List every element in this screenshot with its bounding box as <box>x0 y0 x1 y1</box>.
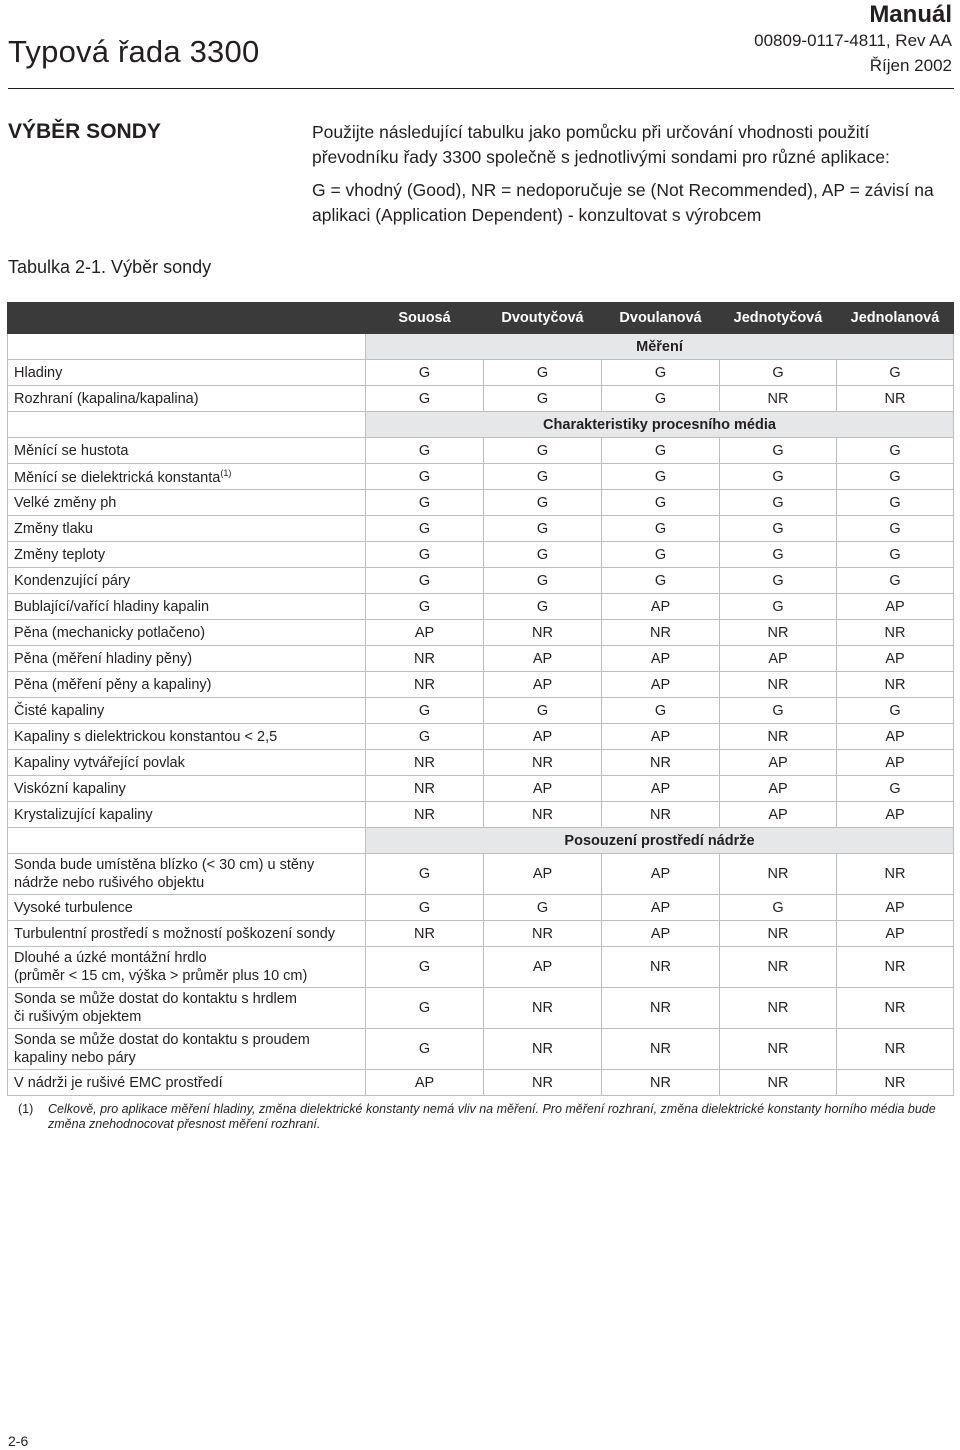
rating-cell: NR <box>366 776 484 802</box>
row-label <box>8 921 366 947</box>
rating-cell: G <box>837 698 954 724</box>
rating-cell: NR <box>602 802 720 828</box>
rating-cell: NR <box>602 750 720 776</box>
table-row <box>8 921 954 947</box>
row-label-text: Rozhraní (kapalina/kapalina) <box>14 390 199 407</box>
rating-cell: NR <box>720 1070 837 1096</box>
rating-cell: NR <box>837 1070 954 1096</box>
row-label-text: Sonda bude umístěna blízko (< 30 cm) u stěny <box>14 857 315 873</box>
row-label <box>8 988 366 1029</box>
rating-cell: NR <box>837 988 954 1029</box>
row-label-text: Čisté kapaliny <box>14 702 105 719</box>
group-title: Posouzení prostředí nádrže <box>366 828 954 854</box>
row-label <box>8 360 366 386</box>
row-label-text: Pěna (mechanicky potlačeno) <box>14 624 206 641</box>
rating-cell: NR <box>484 921 602 947</box>
row-label-text-line2: či rušivým objektem <box>14 1009 142 1025</box>
group-row-blank <box>8 828 366 854</box>
row-label <box>8 724 366 750</box>
table-header-blank <box>8 303 366 334</box>
rating-cell: AP <box>366 620 484 646</box>
row-label-text: Krystalizující kapaliny <box>14 806 153 823</box>
table-row <box>8 1070 954 1096</box>
rating-cell: G <box>837 776 954 802</box>
table-row <box>8 646 954 672</box>
table-caption: Tabulka 2-1. Výběr sondy <box>8 257 212 277</box>
rating-cell: G <box>837 516 954 542</box>
rating-cell: G <box>366 895 484 921</box>
table-row <box>8 360 954 386</box>
row-label-text-line2: nádrže nebo rušivého objektu <box>14 875 205 891</box>
rating-cell: AP <box>484 776 602 802</box>
rating-cell: NR <box>720 921 837 947</box>
group-row-blank <box>8 412 366 438</box>
rating-cell: NR <box>837 386 954 412</box>
rating-cell: G <box>602 464 720 490</box>
rating-cell: G <box>484 594 602 620</box>
row-label-text: Velké změny ph <box>14 494 117 511</box>
rating-cell: NR <box>484 1029 602 1070</box>
rating-cell: G <box>720 438 837 464</box>
row-label-text: Vysoké turbulence <box>14 899 133 916</box>
intro-text <box>312 120 952 236</box>
rating-cell: G <box>720 542 837 568</box>
row-label <box>8 1070 366 1096</box>
rating-cell: AP <box>720 750 837 776</box>
rating-cell: AP <box>837 750 954 776</box>
rating-cell: NR <box>484 1070 602 1096</box>
rating-cell: NR <box>602 1070 720 1096</box>
table-row <box>8 1029 954 1070</box>
rating-cell: G <box>837 438 954 464</box>
table-row <box>8 464 954 490</box>
rating-cell: G <box>837 490 954 516</box>
rating-cell: G <box>366 490 484 516</box>
row-label-text: Viskózní kapaliny <box>14 780 126 797</box>
rating-cell: AP <box>720 776 837 802</box>
rating-cell: G <box>720 464 837 490</box>
row-label-text: Měnící se hustota <box>14 442 129 459</box>
rating-cell: G <box>366 724 484 750</box>
row-label-text: V nádrži je rušivé EMC prostředí <box>14 1074 223 1091</box>
row-label <box>8 646 366 672</box>
rating-cell: G <box>484 464 602 490</box>
column-header: Souosá <box>366 303 484 334</box>
row-label <box>8 438 366 464</box>
row-label-text: Sonda se může dostat do kontaktu s hrdlem <box>14 991 297 1007</box>
rating-cell: AP <box>602 776 720 802</box>
rating-cell: NR <box>366 802 484 828</box>
table-row <box>8 568 954 594</box>
rating-cell: G <box>602 438 720 464</box>
table-row <box>8 490 954 516</box>
table-group-row <box>8 412 954 438</box>
rating-cell: AP <box>602 646 720 672</box>
rating-cell: G <box>366 698 484 724</box>
row-label-text: Dlouhé a úzké montážní hrdlo <box>14 950 207 966</box>
page-number: 2-6 <box>8 1433 29 1449</box>
rating-cell: AP <box>602 724 720 750</box>
rating-cell: AP <box>837 724 954 750</box>
rating-cell: AP <box>837 895 954 921</box>
row-label-text: Změny tlaku <box>14 520 93 537</box>
row-label <box>8 750 366 776</box>
group-row-blank <box>8 334 366 360</box>
rating-cell: G <box>602 542 720 568</box>
rating-cell: G <box>366 464 484 490</box>
table-row <box>8 947 954 988</box>
rating-cell: NR <box>720 620 837 646</box>
column-header: Dvoutyčová <box>484 303 602 334</box>
rating-cell: AP <box>837 646 954 672</box>
rating-cell: G <box>366 854 484 895</box>
row-label <box>8 568 366 594</box>
table-footnote <box>8 1102 948 1132</box>
footnote-reference: (1) <box>220 467 232 478</box>
row-label-text: Kondenzující páry <box>14 572 131 589</box>
rating-cell: NR <box>484 802 602 828</box>
row-label <box>8 854 366 895</box>
rating-cell: AP <box>837 594 954 620</box>
rating-cell: NR <box>602 947 720 988</box>
rating-cell: G <box>720 594 837 620</box>
row-label-text: Hladiny <box>14 364 63 381</box>
rating-cell: G <box>366 360 484 386</box>
rating-cell: NR <box>366 750 484 776</box>
rating-cell: G <box>366 542 484 568</box>
rating-cell: G <box>837 464 954 490</box>
rating-cell: AP <box>837 802 954 828</box>
rating-cell: AP <box>484 724 602 750</box>
rating-cell: AP <box>484 646 602 672</box>
table-row <box>8 542 954 568</box>
row-label <box>8 490 366 516</box>
rating-cell: G <box>602 568 720 594</box>
manual-label: Manuál <box>869 1 952 28</box>
row-label <box>8 464 366 490</box>
rating-cell: G <box>602 360 720 386</box>
rating-cell: NR <box>720 988 837 1029</box>
row-label-text-line2: kapaliny nebo páry <box>14 1050 136 1066</box>
rating-cell: NR <box>602 620 720 646</box>
row-label-text: Bublající/vařící hladiny kapalin <box>14 598 210 615</box>
footnote-mark: (1) <box>18 1102 34 1116</box>
rating-cell: AP <box>602 672 720 698</box>
rating-cell: AP <box>837 921 954 947</box>
rating-cell: NR <box>720 672 837 698</box>
intro-paragraph-2: G = vhodný (Good), NR = nedoporučuje se (Not Recommended), AP = závisí na aplikaci (Application Dependent) - konzultovat s výrobcem <box>312 180 934 225</box>
rating-cell: G <box>720 490 837 516</box>
table-row <box>8 724 954 750</box>
table-row <box>8 988 954 1029</box>
table-group-row <box>8 828 954 854</box>
intro-paragraph-1: Použijte následující tabulku jako pomůcku při určování vhodnosti použití převodníku řady 3300 společně s jednotlivými sondami pro různé aplikace: <box>312 122 890 167</box>
group-title: Charakteristiky procesního média <box>366 412 954 438</box>
rating-cell: AP <box>720 646 837 672</box>
table-row <box>8 620 954 646</box>
rating-cell: G <box>484 360 602 386</box>
row-label <box>8 516 366 542</box>
row-label-text: Změny teploty <box>14 546 106 563</box>
rating-cell: AP <box>366 1070 484 1096</box>
rating-cell: AP <box>484 672 602 698</box>
row-label-text-line2: (průměr < 15 cm, výška > průměr plus 10 cm) <box>14 968 308 984</box>
row-label <box>8 620 366 646</box>
rating-cell: NR <box>837 1029 954 1070</box>
table-body <box>8 334 954 1096</box>
rating-cell: G <box>720 895 837 921</box>
group-title: Měření <box>366 334 954 360</box>
table-row <box>8 698 954 724</box>
row-label-text: Měnící se dielektrická konstanta <box>14 469 221 486</box>
rating-cell: G <box>484 568 602 594</box>
rating-cell: G <box>366 594 484 620</box>
row-label-text: Pěna (měření pěny a kapaliny) <box>14 676 212 693</box>
row-label-text: Sonda se může dostat do kontaktu s proudem <box>14 1032 310 1048</box>
rating-cell: NR <box>602 988 720 1029</box>
rating-cell: AP <box>484 854 602 895</box>
row-label-text: Kapaliny vytvářející povlak <box>14 754 185 771</box>
document-number: 00809-0117-4811, Rev AA <box>754 31 952 50</box>
rating-cell: G <box>484 490 602 516</box>
row-label <box>8 947 366 988</box>
header-divider <box>8 88 954 89</box>
rating-cell: G <box>366 568 484 594</box>
column-header: Jednolanová <box>837 303 954 334</box>
table-row <box>8 594 954 620</box>
rating-cell: NR <box>720 724 837 750</box>
rating-cell: AP <box>602 854 720 895</box>
rating-cell: G <box>602 386 720 412</box>
rating-cell: NR <box>837 947 954 988</box>
rating-cell: G <box>366 947 484 988</box>
footnote-text: Celkově, pro aplikace měření hladiny, změna dielektrické konstanty nemá vliv na měření. Pro měření rozhraní, změna dielektrické konstanty horního média bude změna znehodnocovat přesnost měření rozhraní. <box>48 1102 936 1131</box>
rating-cell: G <box>484 895 602 921</box>
row-label <box>8 672 366 698</box>
table-row <box>8 750 954 776</box>
probe-selection-table <box>7 302 954 1096</box>
row-label <box>8 542 366 568</box>
rating-cell: AP <box>602 594 720 620</box>
row-label <box>8 802 366 828</box>
rating-cell: G <box>484 516 602 542</box>
rating-cell: NR <box>366 646 484 672</box>
rating-cell: G <box>366 516 484 542</box>
row-label-text: Turbulentní prostředí s možností poškození sondy <box>14 925 336 942</box>
rating-cell: G <box>484 542 602 568</box>
row-label <box>8 594 366 620</box>
rating-cell: NR <box>366 921 484 947</box>
rating-cell: NR <box>366 672 484 698</box>
row-label-text: Kapaliny s dielektrickou konstantou < 2,5 <box>14 728 278 745</box>
column-header: Dvoulanová <box>602 303 720 334</box>
table-row <box>8 438 954 464</box>
rating-cell: G <box>366 1029 484 1070</box>
rating-cell: AP <box>602 895 720 921</box>
rating-cell: G <box>366 438 484 464</box>
table-header-row <box>8 303 954 334</box>
rating-cell: G <box>602 698 720 724</box>
rating-cell: G <box>602 516 720 542</box>
table-row <box>8 802 954 828</box>
row-label <box>8 776 366 802</box>
document-date: Říjen 2002 <box>869 56 952 75</box>
rating-cell: AP <box>602 921 720 947</box>
rating-cell: NR <box>484 750 602 776</box>
rating-cell: NR <box>720 1029 837 1070</box>
rating-cell: G <box>366 386 484 412</box>
rating-cell: NR <box>837 672 954 698</box>
table-row <box>8 895 954 921</box>
rating-cell: G <box>720 698 837 724</box>
rating-cell: G <box>837 568 954 594</box>
rating-cell: G <box>366 988 484 1029</box>
table-row <box>8 672 954 698</box>
table-row <box>8 516 954 542</box>
rating-cell: G <box>484 698 602 724</box>
column-header: Jednotyčová <box>720 303 837 334</box>
section-title: VÝBĚR SONDY <box>8 120 161 143</box>
rating-cell: G <box>720 360 837 386</box>
document-header-info <box>754 2 952 78</box>
row-label <box>8 386 366 412</box>
rating-cell: G <box>837 360 954 386</box>
rating-cell: G <box>484 386 602 412</box>
rating-cell: NR <box>720 854 837 895</box>
row-label <box>8 1029 366 1070</box>
rating-cell: NR <box>720 947 837 988</box>
rating-cell: G <box>837 542 954 568</box>
rating-cell: NR <box>602 1029 720 1070</box>
series-title: Typová řada 3300 <box>8 34 260 69</box>
rating-cell: AP <box>720 802 837 828</box>
row-label <box>8 895 366 921</box>
rating-cell: NR <box>720 386 837 412</box>
row-label <box>8 698 366 724</box>
table-group-row <box>8 334 954 360</box>
rating-cell: NR <box>837 854 954 895</box>
rating-cell: G <box>720 568 837 594</box>
rating-cell: NR <box>837 620 954 646</box>
rating-cell: NR <box>484 620 602 646</box>
table-row <box>8 776 954 802</box>
rating-cell: NR <box>484 988 602 1029</box>
rating-cell: G <box>484 438 602 464</box>
row-label-text: Pěna (měření hladiny pěny) <box>14 650 193 667</box>
table-row <box>8 854 954 895</box>
rating-cell: AP <box>484 947 602 988</box>
rating-cell: G <box>720 516 837 542</box>
table-row <box>8 386 954 412</box>
rating-cell: G <box>602 490 720 516</box>
